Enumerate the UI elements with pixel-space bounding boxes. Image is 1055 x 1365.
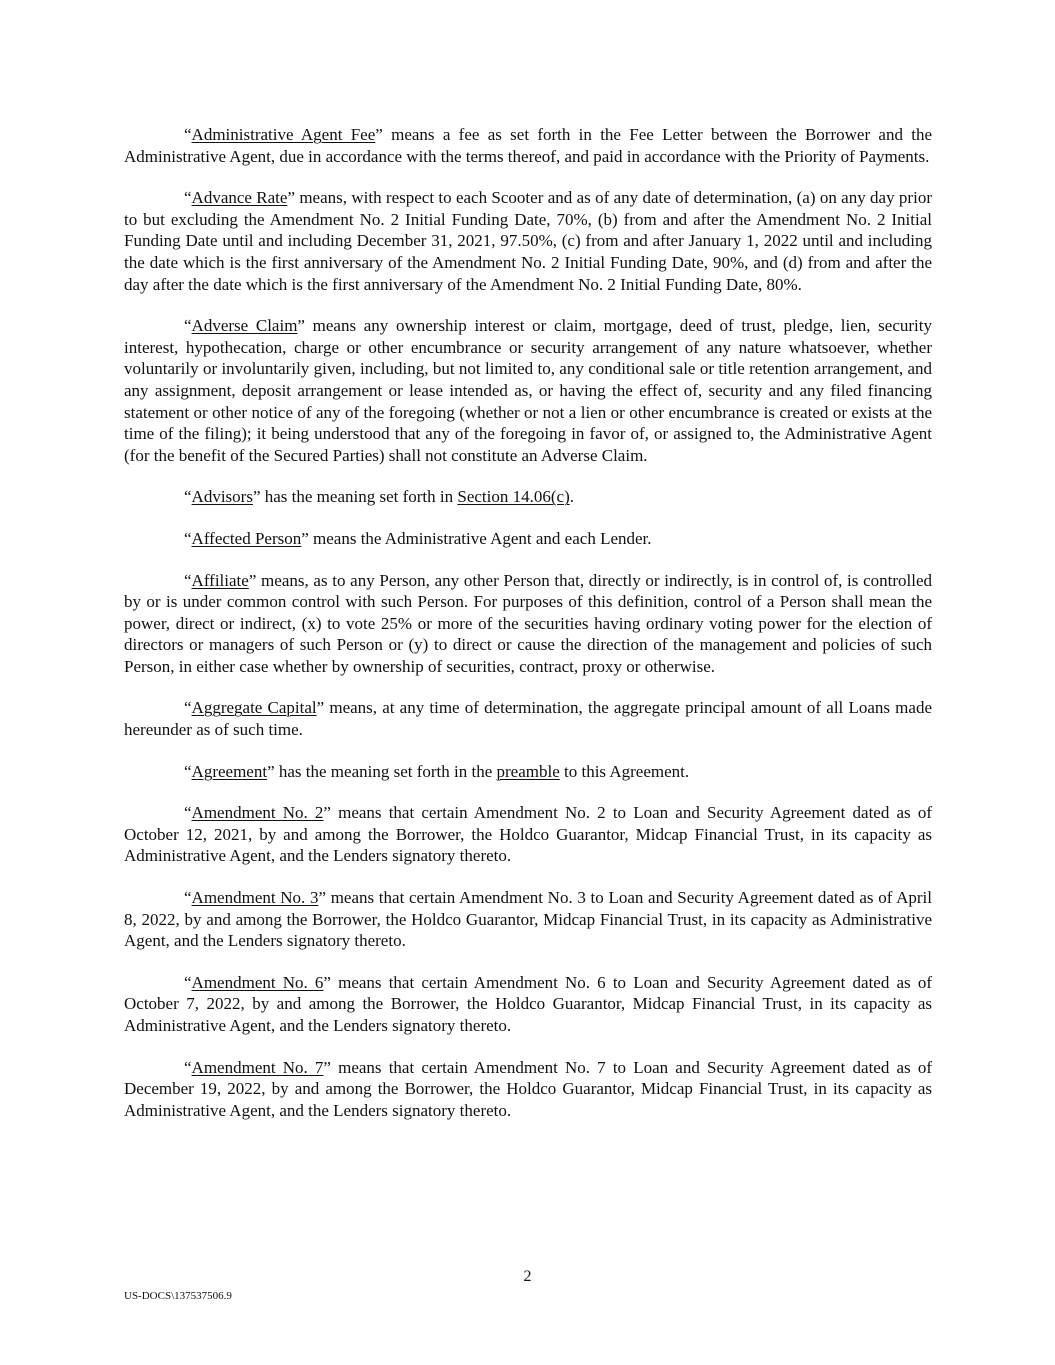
open-quote: “ bbox=[184, 698, 192, 718]
definition-affiliate bbox=[124, 570, 932, 678]
definition-text: ” means any ownership interest or claim, mortgage, deed of trust, pledge, lien, security interest, hypothecation, charge or other encumbrance or security arrangement of any nature whatsoever, whether voluntarily or involuntarily given, including, but not limited to, any conditional sale or title retention arrangement, and any assignment, deposit arrangement or lease intended as, or having the effect of, security and any filed financing statement or other notice of any of the foregoing (whether or not a lien or other encumbrance is created or exists at the time of the filing); it being understood that any of the foregoing in favor of, or assigned to, the Administrative Agent (for the benefit of the Secured Parties) shall not constitute an Adverse Claim. bbox=[124, 316, 932, 465]
definition-advance-rate bbox=[124, 187, 932, 295]
open-quote: “ bbox=[184, 761, 192, 781]
section-reference: Section 14.06(c) bbox=[457, 487, 570, 507]
definitions-section bbox=[124, 124, 932, 1141]
definition-text: ” means that certain Amendment No. 6 to Loan and Security Agreement dated as of October 7, 2022, by and among the Borrower, the Holdco Guarantor, Midcap Financial Trust, in its capacity as Administrative Agent, and the Lenders signatory thereto. bbox=[124, 972, 932, 1035]
open-quote: “ bbox=[184, 125, 192, 144]
definition-amendment-no-3 bbox=[124, 887, 932, 952]
open-quote: “ bbox=[184, 803, 192, 823]
open-quote: “ bbox=[184, 528, 192, 548]
definition-text: ” means a fee as set forth in the Fee Letter between the Borrower and the Administrative Agent, due in accordance with the terms thereof, and paid in accordance with the Priority of Payments. bbox=[124, 125, 932, 166]
definition-administrative-agent-fee bbox=[124, 124, 932, 167]
defined-term: Aggregate Capital bbox=[191, 698, 317, 718]
definition-text: ” means the Administrative Agent and each Lender. bbox=[301, 528, 652, 548]
defined-term: Advance Rate bbox=[191, 188, 288, 208]
defined-term: Amendment No. 2 bbox=[191, 803, 324, 823]
defined-term: Amendment No. 7 bbox=[191, 1057, 324, 1077]
defined-term: Affiliate bbox=[191, 570, 249, 590]
preamble-reference: preamble bbox=[496, 761, 560, 781]
definition-amendment-no-7 bbox=[124, 1057, 932, 1122]
defined-term: Agreement bbox=[191, 761, 268, 781]
open-quote: “ bbox=[184, 888, 192, 908]
definition-affected-person bbox=[124, 528, 932, 550]
open-quote: “ bbox=[184, 570, 192, 590]
definition-aggregate-capital bbox=[124, 697, 932, 740]
definition-text-end: to this Agreement. bbox=[559, 761, 690, 781]
definition-text: ” means that certain Amendment No. 2 to Loan and Security Agreement dated as of October 12, 2021, by and among the Borrower, the Holdco Guarantor, Midcap Financial Trust, in its capacity as Administrative Agent, and the Lenders signatory thereto. bbox=[124, 803, 932, 866]
open-quote: “ bbox=[184, 316, 192, 336]
definition-agreement bbox=[124, 761, 932, 783]
document-id: US-DOCS\137537506.9 bbox=[124, 1290, 232, 1302]
definition-text: ” means that certain Amendment No. 7 to Loan and Security Agreement dated as of December 19, 2022, by and among the Borrower, the Holdco Guarantor, Midcap Financial Trust, in its capacity as Administrative Agent, and the Lenders signatory thereto. bbox=[124, 1057, 932, 1120]
definition-text: ” means, at any time of determination, the aggregate principal amount of all Loans made hereunder as of such time. bbox=[124, 698, 932, 740]
definition-text: ” means, with respect to each Scooter and as of any date of determination, (a) on any day prior to but excluding the Amendment No. 2 Initial Funding Date, 70%, (b) from and after the Amendment No. 2 Initial Funding Date until and including December 31, 2021, 97.50%, (c) from and after January 1, 2022 until and including the date which is the first anniversary of the Amendment No. 2 Initial Funding Date, 90%, and (d) from and after the day after the date which is the first anniversary of the Amendment No. 2 Initial Funding Date, 80%. bbox=[124, 188, 932, 294]
defined-term: Adverse Claim bbox=[191, 316, 298, 336]
open-quote: “ bbox=[184, 972, 192, 992]
page-number: 2 bbox=[523, 1268, 532, 1285]
definition-amendment-no-6 bbox=[124, 972, 932, 1037]
defined-term: Amendment No. 3 bbox=[191, 888, 319, 908]
defined-term: Affected Person bbox=[191, 528, 302, 548]
definition-amendment-no-2 bbox=[124, 802, 932, 867]
defined-term: Amendment No. 6 bbox=[191, 972, 324, 992]
open-quote: “ bbox=[184, 487, 192, 507]
open-quote: “ bbox=[184, 1057, 192, 1077]
defined-term: Administrative Agent Fee bbox=[191, 125, 376, 144]
definition-advisors bbox=[124, 486, 932, 508]
definition-text: ” has the meaning set forth in bbox=[252, 487, 458, 507]
definition-text: ” means, as to any Person, any other Person that, directly or indirectly, is in control of, is controlled by or is under common control with such Person. For purposes of this definition, control of a Person shall mean the power, direct or indirect, (x) to vote 25% or more of the securities having ordinary voting power for the election of directors or managers of such Person or (y) to direct or cause the direction of the management and policies of such Person, in either case whether by ownership of securities, contract, proxy or otherwise. bbox=[124, 570, 932, 676]
defined-term: Advisors bbox=[191, 487, 253, 507]
definition-text: ” has the meaning set forth in the bbox=[267, 761, 497, 781]
definition-text: ” means that certain Amendment No. 3 to Loan and Security Agreement dated as of April 8, 2022, by and among the Borrower, the Holdco Guarantor, Midcap Financial Trust, in its capacity as Administrative Agent, and the Lenders signatory thereto. bbox=[124, 888, 932, 951]
definition-text-end: . bbox=[569, 487, 574, 507]
open-quote: “ bbox=[184, 188, 192, 208]
definition-adverse-claim bbox=[124, 315, 932, 466]
